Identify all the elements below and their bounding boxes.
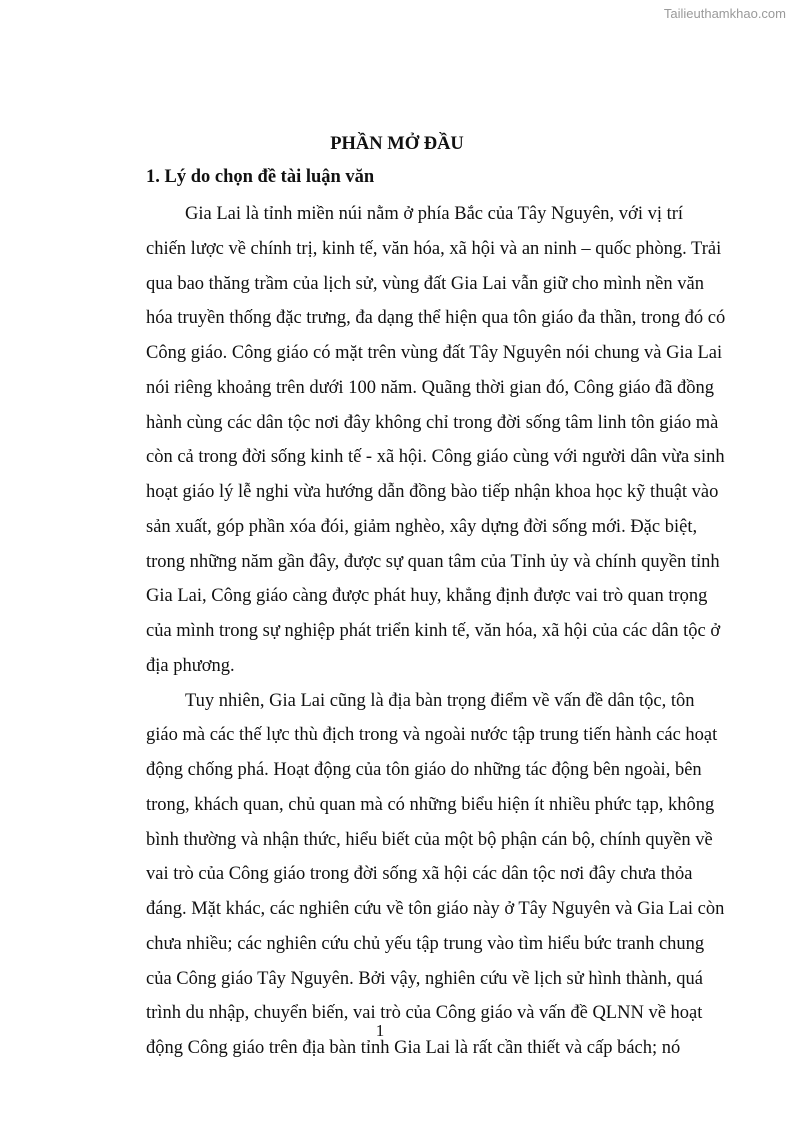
text-line: sản xuất, góp phần xóa đói, giảm nghèo, xây dựng đời sống mới. Đặc biệt, (146, 516, 698, 537)
subsection-heading: 1. Lý do chọn đề tài luận văn (146, 167, 375, 187)
page-number: 1 (375, 1021, 385, 1040)
text-line: Công giáo. Công giáo có mặt trên vùng đất Tây Nguyên nói chung và Gia Lai (146, 343, 723, 363)
paragraph (146, 687, 725, 1069)
text-line: còn cả trong đời sống kinh tế - xã hội. Công giáo cùng với người dân vừa sinh (146, 447, 725, 468)
body-text (146, 200, 726, 1069)
text-line: vai trò của Công giáo trong đời sống xã hội các dân tộc nơi đây chưa thỏa (146, 864, 693, 885)
text-line: hóa truyền thống đặc trưng, đa dạng thể hiện qua tôn giáo đa thần, trong đó có (146, 308, 726, 329)
text-line: của Công giáo Tây Nguyên. Bởi vậy, nghiên cứu về lịch sử hình thành, quá (146, 968, 703, 989)
text-line: hành cùng các dân tộc nơi đây không chỉ trong đời sống tâm linh tôn giáo mà (146, 412, 719, 433)
text-line: giáo mà các thế lực thù địch trong và ngoài nước tập trung tiến hành các hoạt (146, 725, 718, 746)
text-line: động chống phá. Hoạt động của tôn giáo do những tác động bên ngoài, bên (146, 760, 702, 780)
text-line: địa phương. (146, 655, 235, 676)
text-line: qua bao thăng trầm của lịch sử, vùng đất Gia Lai vẫn giữ cho mình nền văn (146, 273, 704, 294)
text-line: động Công giáo trên địa bàn tỉnh Gia Lai là rất cần thiết và cấp bách; nó (146, 1038, 681, 1058)
text-line: Tuy nhiên, Gia Lai cũng là địa bàn trọng điểm về vấn đề dân tộc, tôn (185, 690, 695, 711)
watermark: Tailieuthamkhao.com (663, 6, 786, 21)
text-line: đáng. Mặt khác, các nghiên cứu về tôn giáo này ở Tây Nguyên và Gia Lai còn (146, 899, 725, 919)
text-line: trong những năm gần đây, được sự quan tâm của Tỉnh ủy và chính quyền tỉnh (146, 551, 720, 572)
text-line: Gia Lai là tỉnh miền núi nằm ở phía Bắc của Tây Nguyên, với vị trí (185, 204, 684, 224)
text-line: hoạt giáo lý lễ nghi vừa hướng dẫn đồng bào tiếp nhận khoa học kỹ thuật vào (146, 482, 719, 502)
text-line: Gia Lai, Công giáo càng được phát huy, khẳng định được vai trò quan trọng (146, 586, 708, 607)
paragraph (146, 200, 726, 687)
text-line: trong, khách quan, chủ quan mà có những biểu hiện ít nhiều phức tạp, không (146, 794, 715, 815)
section-title: PHẦN MỞ ĐẦU (330, 134, 464, 154)
text-line: bình thường và nhận thức, hiểu biết của một bộ phận cán bộ, chính quyền về (146, 829, 713, 850)
text-line: nói riêng khoảng trên dưới 100 năm. Quãng thời gian đó, Công giáo đã đồng (146, 377, 715, 398)
text-line: chưa nhiều; các nghiên cứu chủ yếu tập trung vào tìm hiểu bức tranh chung (146, 933, 705, 954)
text-line: trình du nhập, chuyển biến, vai trò của Công giáo và vấn đề QLNN về hoạt (146, 1003, 703, 1024)
text-line: chiến lược về chính trị, kinh tế, văn hóa, xã hội và an ninh – quốc phòng. Trải (146, 238, 722, 259)
text-line: của mình trong sự nghiệp phát triển kinh tế, văn hóa, xã hội của các dân tộc ở (146, 621, 721, 641)
